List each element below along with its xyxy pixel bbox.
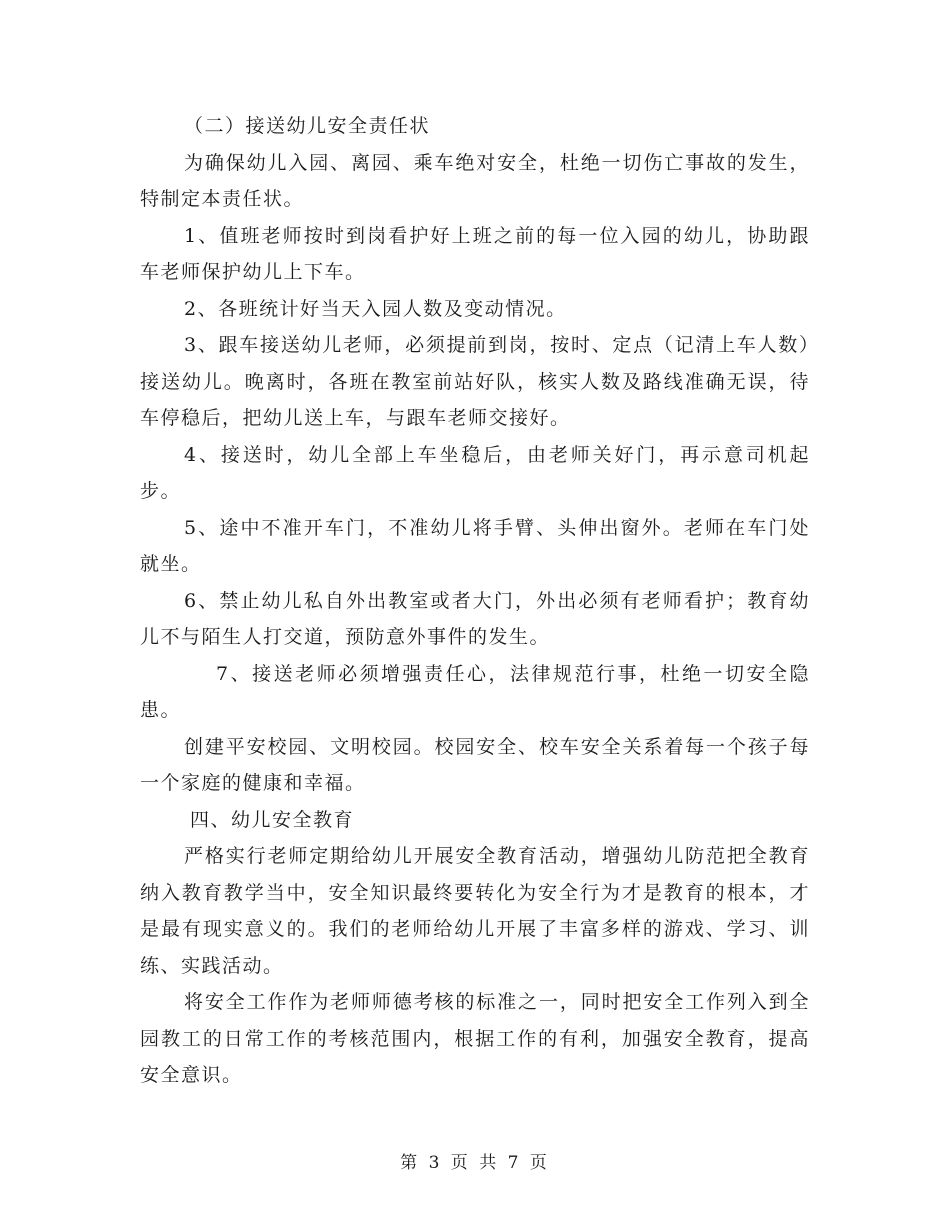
- paragraph-item-4: 4、接送时，幼儿全部上车坐稳后，由老师关好门，再示意司机起步。: [140, 443, 810, 502]
- document-body: [140, 108, 810, 1094]
- section-heading-pickup-responsibility: （二）接送幼儿安全责任状: [184, 115, 431, 137]
- paragraph-safety-education: 严格实行老师定期给幼儿开展安全教育活动，增强幼儿防范把全教育纳入教育教学当中，安全知识最终要转化为安全行为才是教育的根本，才是最有现实意义的。我们的老师给幼儿开展了丰富多样的游戏、学习、训练、实践活动。: [140, 845, 810, 977]
- paragraph-teacher-assessment: 将安全工作作为老师师德考核的标准之一，同时把安全工作列入到全园教工的日常工作的考核范围内，根据工作的有利，加强安全教育，提高安全意识。: [140, 991, 810, 1086]
- paragraph-item-5: 5、途中不准开车门，不准幼儿将手臂、头伸出窗外。老师在车门处就坐。: [140, 516, 810, 575]
- section-heading-safety-education: 四、幼儿安全教育: [190, 808, 355, 831]
- paragraph-item-3: 3、跟车接送幼儿老师，必须提前到岗，按时、定点（记清上车人数）接送幼儿。晚离时，各班在教室前站好队，核实人数及路线准确无误，待车停稳后，把幼儿送上车，与跟车老师交接好。: [140, 334, 810, 429]
- paragraph-item-1: 1、值班老师按时到岗看护好上班之前的每一位入园的幼儿，协助跟车老师保护幼儿上下车。: [140, 224, 810, 283]
- paragraph-item-2: 2、各班统计好当天入园人数及变动情况。: [184, 297, 567, 320]
- paragraph-item-6: 6、禁止幼儿私自外出教室或者大门，外出必须有老师看护；教育幼儿不与陌生人打交道，预防意外事件的发生。: [140, 589, 810, 648]
- paragraph-item-7: 7、接送老师必须增强责任心，法律规范行事，杜绝一切安全隐患。: [140, 662, 810, 721]
- page-number: 第 3 页 共 7 页: [400, 1153, 550, 1173]
- paragraph-safe-campus: 创建平安校园、文明校园。校园安全、校车安全关系着每一个孩子每一个家庭的健康和幸福。: [140, 735, 810, 794]
- paragraph-intro: 为确保幼儿入园、离园、乘车绝对安全，杜绝一切伤亡事故的发生， 特制定本责任状。: [140, 151, 810, 210]
